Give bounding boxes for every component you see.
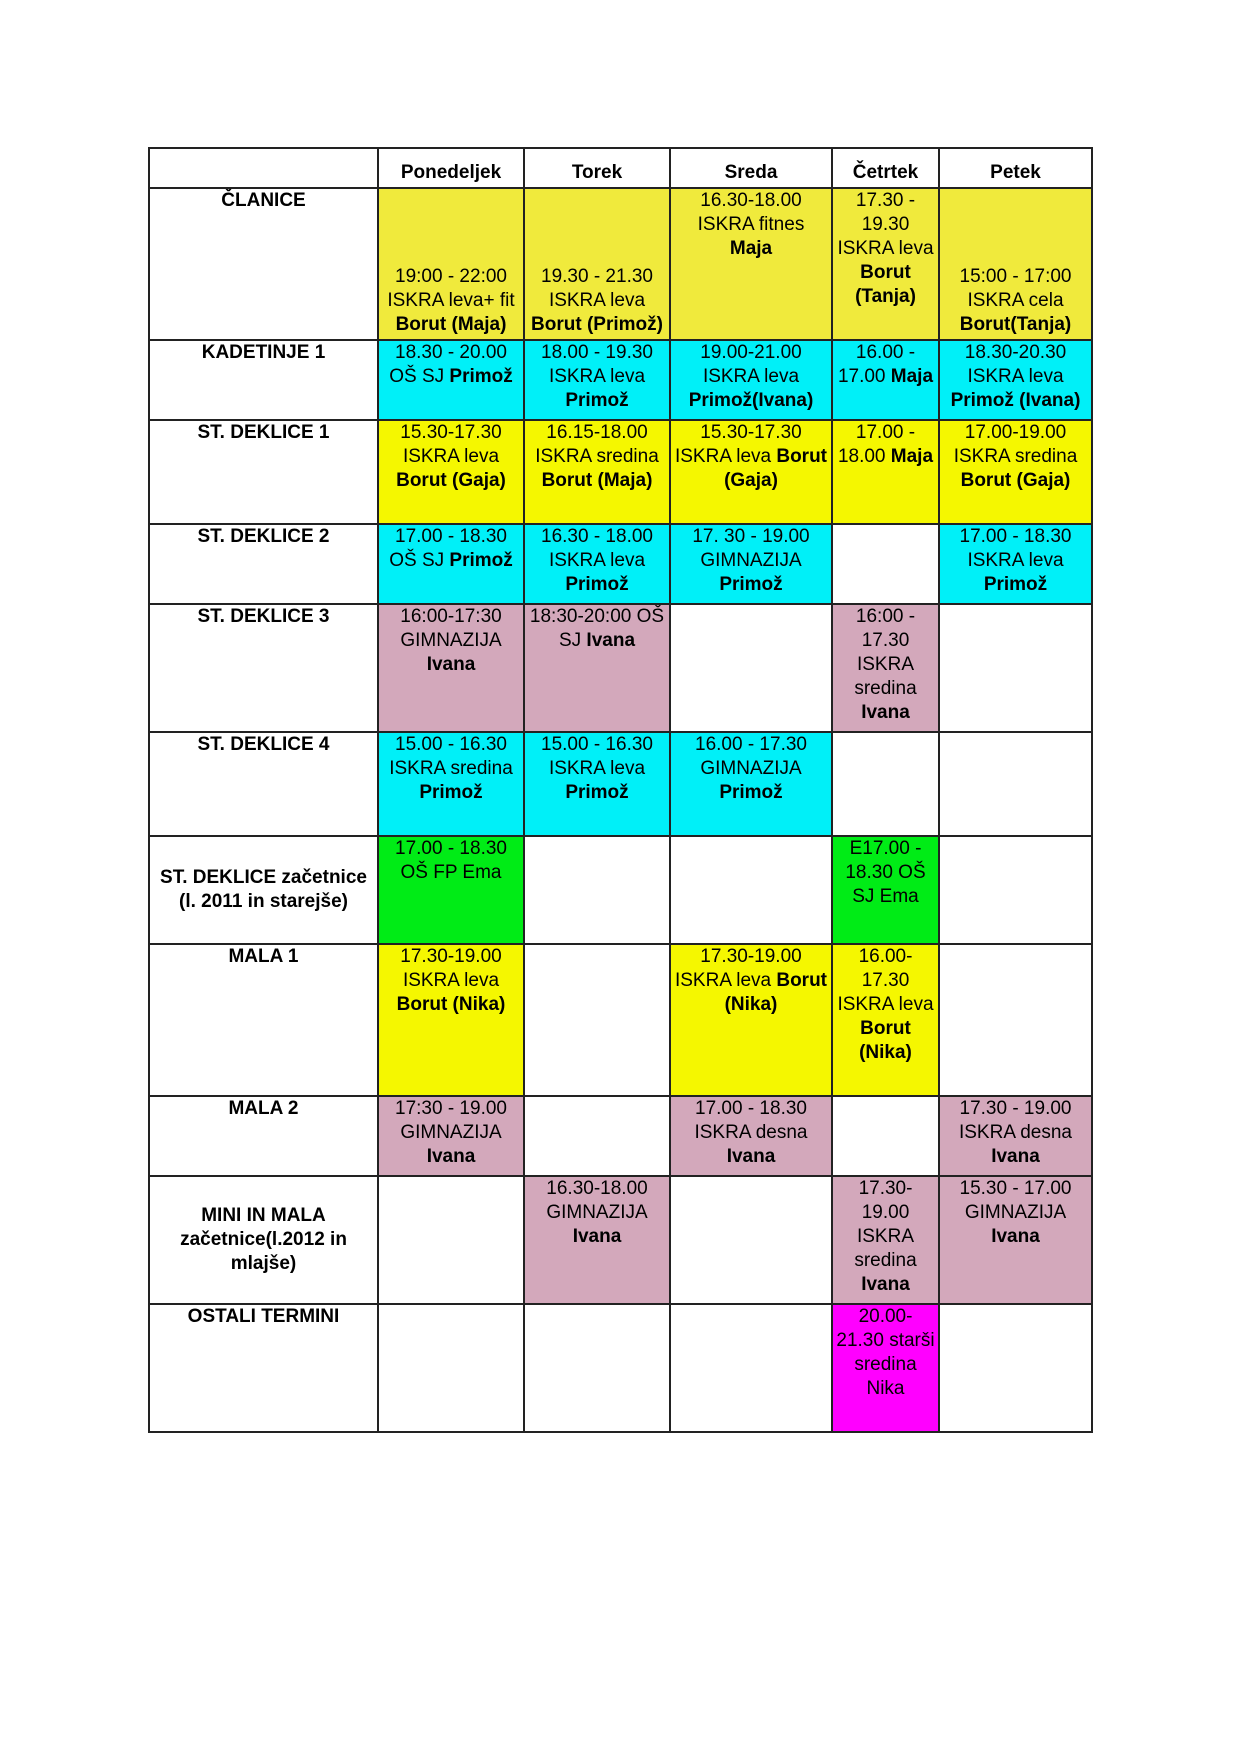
slot-coach: Borut (Nika) <box>396 994 506 1015</box>
slot-coach: Ivana <box>991 1226 1040 1247</box>
schedule-row <box>149 524 1092 604</box>
header-row <box>149 148 1092 188</box>
slot-coach: Primož <box>983 574 1048 595</box>
schedule-slot <box>378 944 524 1096</box>
slot-details: 17.00 - 18.30 OŠ SJ <box>389 526 507 571</box>
slot-coach: Ivana <box>586 630 636 651</box>
group-label: ST. DEKLICE 3 <box>149 604 378 732</box>
slot-details: 17.00 - 18.30 ISKRA desna <box>694 1098 808 1143</box>
schedule-slot <box>670 732 832 836</box>
schedule-slot <box>378 524 524 604</box>
slot-coach: Borut (Gaja) <box>396 470 506 491</box>
slot-coach: Maja <box>890 366 934 387</box>
schedule-slot <box>524 836 670 944</box>
schedule-slot <box>832 1304 939 1432</box>
slot-coach: Ivana <box>426 1146 476 1167</box>
group-label: ČLANICE <box>149 188 378 340</box>
group-label: MALA 2 <box>149 1096 378 1176</box>
day-header: Petek <box>939 148 1092 188</box>
slot-coach: Ivana <box>426 654 476 675</box>
slot-coach: Ivana <box>726 1146 776 1167</box>
schedule-slot <box>378 604 524 732</box>
slot-details: 16.30-18.00 GIMNAZIJA <box>546 1178 648 1223</box>
slot-details: E17.00 - 18.30 OŠ SJ Ema <box>845 838 926 907</box>
schedule-slot <box>670 836 832 944</box>
schedule-slot <box>939 1304 1092 1432</box>
slot-details: 18.30-20.30 ISKRA leva <box>964 342 1067 387</box>
schedule-slot <box>378 420 524 524</box>
schedule-slot <box>832 524 939 604</box>
slot-details: 15:00 - 17:00 ISKRA cela <box>959 266 1072 311</box>
schedule-row <box>149 836 1092 944</box>
slot-details: 16.00 - 17.30 GIMNAZIJA <box>695 734 807 779</box>
slot-coach: Borut (Primož) <box>531 314 663 335</box>
slot-details: 17.30 - 19.00 ISKRA desna <box>958 1098 1073 1143</box>
schedule-row <box>149 732 1092 836</box>
slot-coach: Primož <box>565 574 629 595</box>
slot-details: 16:00-17:30 GIMNAZIJA <box>400 606 502 651</box>
schedule-slot <box>524 944 670 1096</box>
slot-coach: Primož <box>565 390 629 411</box>
schedule-slot <box>939 1176 1092 1304</box>
slot-details: 17.00 - 18.30 ISKRA leva <box>959 526 1072 571</box>
group-label: MALA 1 <box>149 944 378 1096</box>
slot-coach: Primož <box>449 550 513 571</box>
slot-details: 19.30 - 21.30 ISKRA leva <box>541 266 653 311</box>
slot-coach: Ivana <box>572 1226 622 1247</box>
schedule-row <box>149 1096 1092 1176</box>
schedule-slot <box>670 524 832 604</box>
slot-coach: Borut (Nika) <box>859 1018 912 1063</box>
group-label: ST. DEKLICE začetnice (l. 2011 in starejše) <box>149 836 378 944</box>
schedule-slot <box>939 524 1092 604</box>
slot-coach: Primož <box>565 782 629 803</box>
schedule-slot <box>832 836 939 944</box>
group-label: ST. DEKLICE 2 <box>149 524 378 604</box>
schedule-slot <box>670 604 832 732</box>
schedule-slot <box>524 1304 670 1432</box>
slot-coach: Borut (Nika) <box>724 970 828 1015</box>
slot-details: 17.30-19.00 ISKRA leva <box>674 946 802 991</box>
schedule-slot <box>524 604 670 732</box>
day-header: Torek <box>524 148 670 188</box>
schedule-slot <box>670 420 832 524</box>
slot-coach: Borut (Maja) <box>541 470 653 491</box>
schedule-slot <box>670 1176 832 1304</box>
schedule-slot <box>832 340 939 420</box>
schedule-slot <box>524 340 670 420</box>
schedule-slot <box>832 1176 939 1304</box>
slot-coach: Primož(Ivana) <box>688 390 814 411</box>
slot-details: 16.30-18.00 ISKRA fitnes <box>697 190 805 235</box>
slot-coach: Borut(Tanja) <box>959 314 1072 335</box>
schedule-slot <box>939 1096 1092 1176</box>
schedule-row <box>149 340 1092 420</box>
slot-details: 17.00-19.00 ISKRA sredina <box>953 422 1078 467</box>
schedule-slot <box>378 1096 524 1176</box>
slot-details: 16.15-18.00 ISKRA sredina <box>535 422 659 467</box>
group-label: OSTALI TERMINI <box>149 1304 378 1432</box>
slot-details: 17.30-19.00 ISKRA leva <box>400 946 502 991</box>
slot-details: 16.00 - 17.00 <box>837 342 916 387</box>
slot-details: 17.30- 19.00 ISKRA sredina <box>854 1178 917 1271</box>
slot-details: 17.00 - 18.30 OŠ FP Ema <box>395 838 507 883</box>
schedule-slot <box>832 604 939 732</box>
slot-details: 15.30-17.30 ISKRA leva <box>400 422 502 467</box>
group-label: ST. DEKLICE 1 <box>149 420 378 524</box>
slot-details: 15.00 - 16.30 ISKRA sredina <box>389 734 513 779</box>
schedule-slot <box>670 340 832 420</box>
schedule-slot <box>524 524 670 604</box>
schedule-slot <box>378 188 524 340</box>
slot-coach: Borut (Gaja) <box>960 470 1071 491</box>
schedule-slot <box>670 1304 832 1432</box>
slot-coach: Primož <box>719 574 783 595</box>
slot-details: 19:00 - 22:00 ISKRA leva+ fit <box>387 266 515 311</box>
schedule-slot <box>378 1304 524 1432</box>
schedule-slot <box>524 1096 670 1176</box>
group-label: KADETINJE 1 <box>149 340 378 420</box>
slot-coach: Primož <box>719 782 783 803</box>
schedule-slot <box>378 340 524 420</box>
slot-details: 17.00 - 18.00 <box>837 422 916 467</box>
schedule-slot <box>832 732 939 836</box>
slot-details: 18.00 - 19.30 ISKRA leva <box>541 342 653 387</box>
schedule-slot <box>939 340 1092 420</box>
schedule-row <box>149 1304 1092 1432</box>
schedule-slot <box>939 944 1092 1096</box>
slot-details: 15.00 - 16.30 ISKRA leva <box>541 734 653 779</box>
schedule-slot <box>939 604 1092 732</box>
slot-details: 18:30-20:00 OŠ SJ <box>529 606 665 651</box>
slot-details: 17. 30 - 19.00 GIMNAZIJA <box>692 526 810 571</box>
slot-coach: Borut (Maja) <box>395 314 507 335</box>
slot-coach: Primož <box>449 366 513 387</box>
schedule-slot <box>524 188 670 340</box>
schedule-slot <box>670 944 832 1096</box>
day-header: Sreda <box>670 148 832 188</box>
corner-cell <box>149 148 378 188</box>
schedule-slot <box>832 420 939 524</box>
group-label: ST. DEKLICE 4 <box>149 732 378 836</box>
schedule-slot <box>939 188 1092 340</box>
slot-coach: Borut (Gaja) <box>724 446 828 491</box>
slot-details: 18.30 - 20.00 OŠ SJ <box>389 342 507 387</box>
slot-details: 15.30 - 17.00 GIMNAZIJA <box>959 1178 1072 1223</box>
schedule-row <box>149 944 1092 1096</box>
slot-details: 17:30 - 19.00 GIMNAZIJA <box>395 1098 507 1143</box>
slot-details: 20.00- 21.30 starši sredina Nika <box>836 1306 935 1399</box>
schedule-slot <box>939 836 1092 944</box>
day-header: Ponedeljek <box>378 148 524 188</box>
slot-coach: Maja <box>729 238 773 259</box>
schedule-row <box>149 1176 1092 1304</box>
slot-coach: Ivana <box>861 1274 910 1295</box>
schedule-body <box>149 148 1092 1432</box>
slot-details: 15.30-17.30 ISKRA leva <box>674 422 802 467</box>
schedule-slot <box>939 732 1092 836</box>
slot-details: 16.00- 17.30 ISKRA leva <box>837 946 934 1015</box>
slot-details: 16.30 - 18.00 ISKRA leva <box>541 526 653 571</box>
slot-details: 19.00-21.00 ISKRA leva <box>700 342 802 387</box>
schedule-slot <box>670 1096 832 1176</box>
schedule-row <box>149 188 1092 340</box>
slot-coach: Borut (Tanja) <box>855 262 916 307</box>
schedule-slot <box>378 836 524 944</box>
schedule-row <box>149 420 1092 524</box>
day-header: Četrtek <box>832 148 939 188</box>
schedule-slot <box>670 188 832 340</box>
slot-coach: Ivana <box>991 1146 1040 1167</box>
slot-details: 17.30 - 19.30 ISKRA leva <box>837 190 934 259</box>
schedule-slot <box>939 420 1092 524</box>
training-schedule-table <box>148 147 1093 1433</box>
schedule-slot <box>378 1176 524 1304</box>
schedule-slot <box>524 732 670 836</box>
group-label: MINI IN MALA začetnice(l.2012 in mlajše) <box>149 1176 378 1304</box>
schedule-slot <box>378 732 524 836</box>
slot-details: 16:00 - 17.30 ISKRA sredina <box>854 606 917 699</box>
schedule-slot <box>832 188 939 340</box>
schedule-slot <box>524 420 670 524</box>
slot-coach: Primož (Ivana) <box>950 390 1081 411</box>
schedule-slot <box>524 1176 670 1304</box>
slot-coach: Ivana <box>861 702 910 723</box>
schedule-slot <box>832 1096 939 1176</box>
schedule-row <box>149 604 1092 732</box>
slot-coach: Maja <box>890 446 934 467</box>
slot-coach: Primož <box>419 782 483 803</box>
schedule-slot <box>832 944 939 1096</box>
